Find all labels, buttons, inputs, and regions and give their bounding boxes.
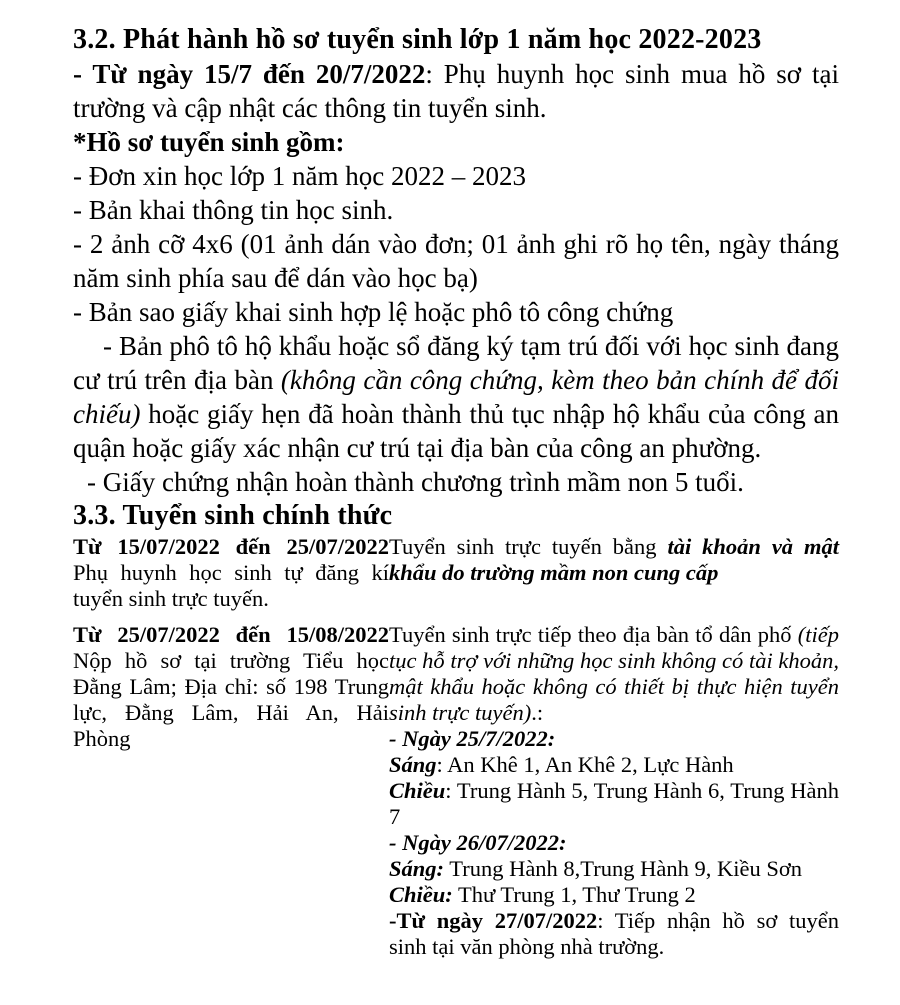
document-page — [73, 23, 839, 960]
day2-morning-line — [389, 856, 839, 882]
schedule-row-online — [73, 534, 839, 612]
online-detail-emphasis: tài khoản và mật khẩu do trường mầm non cung cấp — [389, 534, 839, 585]
final-reception-dates: -Từ ngày 27/07/2022 — [389, 908, 598, 933]
day1-afternoon-label: Chiều — [389, 778, 446, 803]
dossier-item-student-info: - Bản khai thông tin học sinh. — [73, 195, 394, 225]
direct-intro-paragraph — [389, 622, 839, 726]
final-reception-line — [389, 908, 839, 960]
enrollment-period-dates: - Từ ngày 15/7 đến 20/7/2022 — [73, 59, 426, 89]
direct-intro-italic-note: (tiếp tục hỗ trợ với những học sinh không có tài khoản, mật khẩu hoặc không có thiết bị thực hiện tuyển sinh trực tuyến) — [389, 622, 839, 725]
day1-afternoon-areas: : Trung Hành 5, Trung Hành 6, Trung Hành 7 — [389, 778, 839, 829]
day1-afternoon-line — [389, 778, 839, 830]
day1-morning-label: Sáng — [389, 752, 437, 777]
dossier-item-household-registration — [73, 329, 839, 465]
day1-morning-areas: : An Khê 1, An Khê 2, Lực Hành — [436, 752, 734, 777]
day2-label: - Ngày 26/07/2022: — [389, 830, 567, 855]
schedule-row-direct — [73, 622, 839, 960]
dossier-item-photos: - 2 ảnh cỡ 4x6 (01 ảnh dán vào đơn; 01 ảnh ghi rõ họ tên, ngày tháng năm sinh phía sau để dán vào học bạ) — [73, 229, 839, 293]
online-detail-text: Tuyển sinh trực tuyến bằng — [389, 534, 668, 559]
direct-period-text: Nộp hồ sơ tại trường Tiểu học Đằng Lâm; Địa chỉ: số 198 Trung lực, Đằng Lâm, Hải An, Hải Phòng — [73, 648, 389, 751]
dossier-item-birth-certificate: - Bản sao giấy khai sinh hợp lệ hoặc phô tô công chứng — [73, 297, 674, 327]
schedule-row-direct-period-cell — [73, 622, 389, 960]
day2-morning-label: Sáng: — [389, 856, 445, 881]
enrollment-period-text: : Phụ huynh học sinh mua hồ sơ tại trường và cập nhật các thông tin tuyển sinh. — [73, 59, 839, 123]
household-pre-text: - Bản phô tô hộ khẩu hoặc sổ đăng ký tạm trú đối với học sinh đang cư trú trên địa bàn — [73, 331, 839, 395]
dossier-list-heading: *Hồ sơ tuyển sinh gồm: — [73, 127, 345, 157]
day1-morning-line — [389, 752, 839, 778]
direct-period-dates: Từ 25/07/2022 đến 15/08/2022 — [73, 622, 389, 647]
dossier-item-preschool-certificate: - Giấy chứng nhận hoàn thành chương trình mầm non 5 tuổi. — [87, 467, 744, 497]
online-period-dates: Từ 15/07/2022 đến 25/07/2022 — [73, 534, 389, 559]
dossier-item-application: - Đơn xin học lớp 1 năm học 2022 – 2023 — [73, 161, 527, 191]
day2-morning-areas: Trung Hành 8,Trung Hành 9, Kiều Sơn — [444, 856, 803, 881]
online-period-text: Phụ huynh học sinh tự đăng kí tuyển sinh trực tuyến. — [73, 560, 389, 611]
final-reception-text: : Tiếp nhận hồ sơ tuyển sinh tại văn phòng nhà trường. — [389, 908, 839, 959]
day1-label: - Ngày 25/7/2022: — [389, 726, 556, 751]
schedule-row-online-detail-cell — [389, 534, 839, 612]
section-33-heading: 3.3. Tuyển sinh chính thức — [73, 500, 393, 531]
day2-afternoon-line — [389, 882, 839, 908]
direct-intro-text: Tuyển sinh trực tiếp theo địa bàn tổ dân phố — [389, 622, 798, 647]
day2-afternoon-label: Chiều: — [389, 882, 453, 907]
section-32-heading: 3.2. Phát hành hồ sơ tuyển sinh lớp 1 năm học 2022-2023 — [73, 24, 762, 55]
schedule-row-online-period-cell — [73, 534, 389, 612]
enrollment-period-paragraph — [73, 57, 839, 125]
schedule-row-direct-detail-cell — [389, 622, 839, 960]
household-italic-note: (không cần công chứng, kèm theo bản chính để đối chiếu) — [73, 365, 839, 429]
household-post-text: hoặc giấy hẹn đã hoàn thành thủ tục nhập hộ khẩu của công an quận hoặc giấy xác nhận cư trú tại địa bàn của công an phường. — [73, 399, 839, 463]
direct-intro-tail: .: — [531, 700, 544, 725]
day2-afternoon-areas: Thư Trung 1, Thư Trung 2 — [452, 882, 696, 907]
